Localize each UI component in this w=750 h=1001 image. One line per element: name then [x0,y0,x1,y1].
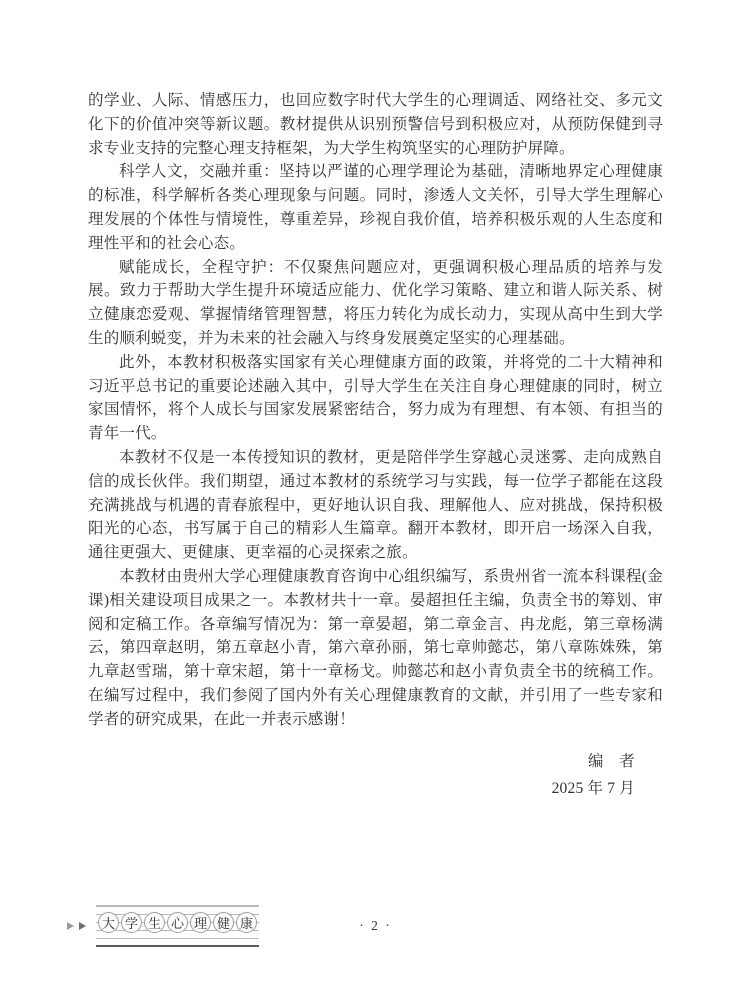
signature-date: 2025 年 7 月 [551,779,635,797]
book-title-char: 学 [121,912,142,933]
book-title-char: 心 [167,912,188,933]
book-title-char: 健 [213,912,234,933]
book-title-char: 大 [98,912,119,933]
editor-signature: 编 者 [587,752,635,770]
footer-arrows [67,922,86,930]
book-title-char: 生 [144,912,165,933]
book-title-char: 理 [190,912,211,933]
paragraph: 科学人文，交融并重：坚持以严谨的心理学理论为基础，清晰地界定心理健康的标准，科学解析各类心理现象与问题。同时，渗透人文关怀，引导大学生理解心理发展的个体性与情境性，尊重差异，珍视自我价值，培养积极乐观的人生态度和理性平和的社会心态。 [88,163,663,252]
book-title-char: 康 [236,912,257,933]
paragraph: 赋能成长，全程守护：不仅聚焦问题应对，更强调积极心理品质的培养与发展。致力于帮助大学生提升环境适应能力、优化学习策略、建立和谐人际关系、树立健康恋爱观、掌握情绪管理智慧，将压力转化为成长动力，实现从高中生到大学生的顺利蜕变，并为未来的社会融入与终身发展奠定坚实的心理基础。 [88,258,663,347]
triangle-icon [67,922,74,930]
triangle-icon [79,922,86,930]
editor-signature-block [88,748,663,802]
paragraph: 的学业、人际、情感压力，也回应数字时代大学生的心理调适、网络社交、多元文化下的价值冲突等新议题。教材提供从识别预警信号到积极应对，从预防保健到寻求专业支持的完整心理支持框架，为大学生构筑坚实的心理防护屏障。 [88,92,663,157]
paragraph: 本教材不仅是一本传授知识的教材，更是陪伴学生穿越心灵迷雾、走向成熟自信的成长伙伴。我们期望，通过本教材的系统学习与实践，每一位学子都能在这段充满挑战与机遇的青春旅程中，更好地认识自我、理解他人、应对挑战，保持积极阳光的心态，书写属于自己的精彩人生篇章。翻开本教材，即开启一场深入自我，通往更强大、更健康、更幸福的心灵探索之旅。 [88,448,663,562]
paragraph: 此外，本教材积极落实国家有关心理健康方面的政策，并将党的二十大精神和习近平总书记的重要论述融入其中，引导大学生在关注自身心理健康的同时，树立家国情怀，将个人成长与国家发展紧密结合，努力成为有理想、有本领、有担当的青年一代。 [88,353,663,443]
page-footer [0,903,750,949]
paragraph: 本教材由贵州大学心理健康教育咨询中心组织编写，系贵州省一流本科课程(金课)相关建设项目成果之一。本教材共十一章。晏超担任主编，负责全书的筹划、审阅和定稿工作。各章编写情况为：第一章晏超，第二章金言、冉龙彪，第三章杨满云，第四章赵明，第五章赵小青，第六章孙丽，第七章帅懿芯，第八章陈姝殊，第九章赵雪瑞，第十章宋超，第十一章杨戈。帅懿芯和赵小青负责全书的统稿工作。在编写过程中，我们参阅了国内外有关心理健康教育的文献，并引用了一些专家和学者的研究成果，在此一并表示感谢！ [88,567,663,728]
page-number: · 2 · [359,918,392,933]
preface-body [88,89,663,802]
